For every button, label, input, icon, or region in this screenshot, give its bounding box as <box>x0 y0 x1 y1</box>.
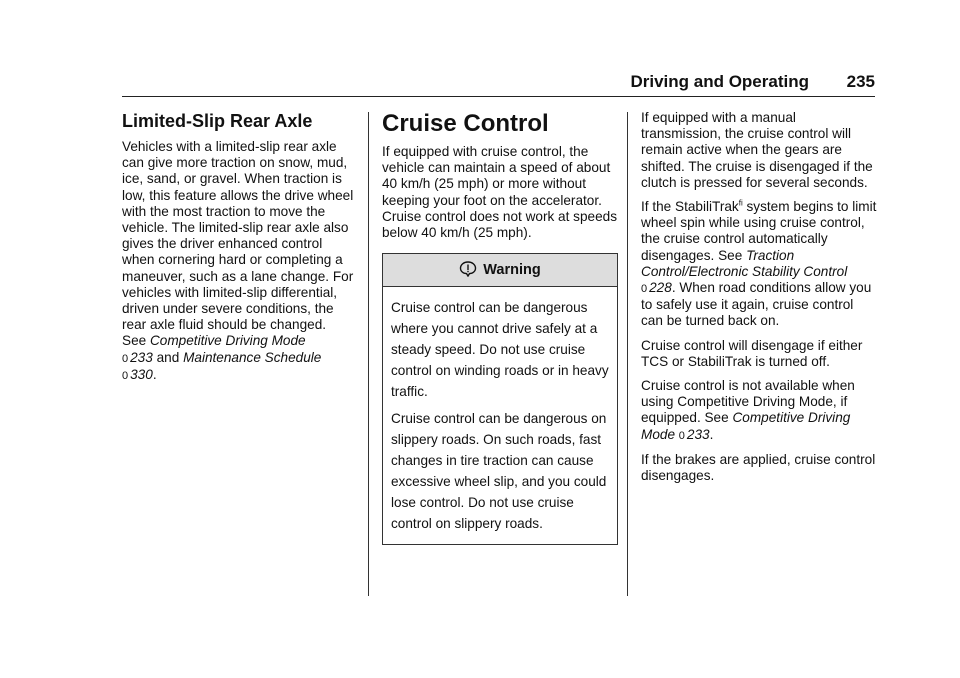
page-ref-icon: 0 <box>122 352 129 365</box>
column-limited-slip <box>122 110 357 392</box>
paragraph-competitive-mode: Cruise control is not available when using Competitive Driving Mode, if equipped. See Competitive Driving Mode 0 233. <box>641 378 855 442</box>
column-cruise-continued <box>641 110 877 492</box>
page-ref-icon: 0 <box>641 283 648 296</box>
page-ref-icon: 0 <box>678 429 685 442</box>
header-rule <box>122 96 875 97</box>
page-number: 235 <box>846 72 875 91</box>
page-header <box>122 72 875 98</box>
cruise-intro: If equipped with cruise control, the vehicle can maintain a speed of about 40 km/h (25 mph) or more without keeping your foot on the accelerator. Cruise control does not work at speeds below 40 km/h (25 mph). <box>382 144 617 241</box>
heading-limited-slip: Limited-Slip Rear Axle <box>122 111 313 131</box>
paragraph-manual-transmission: If equipped with a manual transmission, the cruise control will remain active when the gears are shifted. The cruise is disengaged if the clutch is pressed for several seconds. <box>641 110 873 190</box>
link-competitive-driving-mode[interactable]: Competitive Driving Mode <box>641 410 851 442</box>
page-ref[interactable]: 0 330 <box>122 366 153 382</box>
page-ref[interactable]: 0 228 <box>641 280 672 296</box>
paragraph-brakes: If the brakes are applied, cruise control disengages. <box>641 451 876 484</box>
paragraph-stabilitrak: If the StabiliTrak$^{fi}$ system begins to limit wheel spin while using cruise control, the cruise control automatically disengages. See Traction Control/Electronic Stability Control 0 228. When road conditions allow you to safely use it again, cruise control can be turned back on. <box>641 198 877 329</box>
warning-box <box>382 253 618 545</box>
warning-body <box>383 287 617 544</box>
page-ref-icon: 0 <box>122 369 129 382</box>
warning-label: Warning <box>483 262 541 279</box>
link-competitive-driving-mode[interactable]: Competitive Driving Mode <box>149 333 306 349</box>
column-divider-right <box>627 112 628 596</box>
warning-icon <box>459 261 477 277</box>
column-divider-left <box>368 112 369 596</box>
column-cruise-control <box>382 110 618 545</box>
link-maintenance-schedule[interactable]: Maintenance Schedule <box>183 349 322 365</box>
paragraph-tcs-off: Cruise control will disengage if either TCS or StabiliTrak is turned off. <box>641 337 863 369</box>
heading-cruise-control: Cruise Control <box>382 110 549 137</box>
section-title: Driving and Operating <box>630 72 809 91</box>
trademark-mark: fi <box>738 198 743 208</box>
page-ref[interactable]: 0 233 <box>122 349 153 365</box>
page-ref[interactable]: 0 233 <box>678 426 710 442</box>
warning-paragraph: Cruise control can be dangerous where you cannot drive safely at a steady speed. Do not use cruise control on winding roads or in heavy traffic. <box>391 300 609 400</box>
link-traction-control[interactable]: Traction Control/Electronic Stability Control <box>641 247 848 279</box>
warning-header <box>383 254 617 287</box>
limited-slip-body: Vehicles with a limited-slip rear axle can give more traction on snow, mud, ice, sand, or gravel. When traction is low, this feature allows the drive wheel with the most traction to move the vehicle. The limited-slip rear axle also gives the driver enhanced control when cornering hard or completing a maneuver, such as a lane change. For vehicles with limited-slip differential, driven under severe conditions, the rear axle fluid should be changed. See Competitive Driving Mode 0 233 and Maintenance Schedule 0 330. <box>122 139 354 382</box>
warning-paragraph: Cruise control can be dangerous on slippery roads. On such roads, fast changes in tire traction can cause excessive wheel slip, and you could lose control. Do not use cruise control on slippery roads. <box>391 411 607 532</box>
